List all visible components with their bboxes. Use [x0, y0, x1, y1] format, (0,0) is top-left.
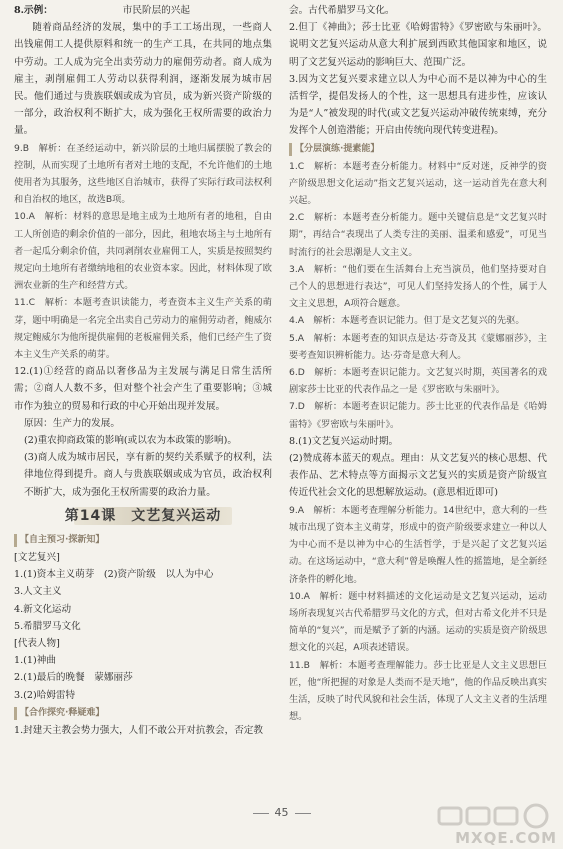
rep-answer-2: 2.(1)最后的晚餐 蒙娜丽莎 — [14, 672, 133, 684]
practice-answer-11: 11.B 解析：本题考查理解能力。莎士比亚是人文主义思想巨匠，他“所把握的对象是人类而不是天地”，他的作品反映出真实生活，反映了时代风貌和社会生活，体现了人文主义者的生活理想。 — [289, 659, 547, 723]
practice-answer-9: 9.A 解析：本题考查理解分析能力。14世纪中，意大利的一些城市出现了资本主义萌芽，形成中的资产阶级要求建立一种以人为中心而不是以神为中心的生活哲学，于是兴起了文艺复兴运动。在这场运动中，“意大利”曾是唤醒人性的摇篮地，是全新经济条件的孵化地。 — [289, 504, 547, 585]
explore-answer-3: 3.因为文艺复兴要求建立以人为中心而不是以神为中心的生活哲学，提倡发扬人的个性，这一思想具有进步性，应该认为是“人”被发现的时代(或文艺复兴运动冲破传统束缚，充分发挥个人创造潜能；开启由传统向现代转变进程)。 — [289, 73, 547, 137]
section-tag-practice: 【分层演练·提素能】 — [289, 143, 379, 156]
footer-dash-right — [295, 813, 311, 814]
right-column — [289, 2, 547, 725]
rep-answer-3: 3.(2)哈姆雷特 — [14, 689, 76, 701]
preview-answer-1: 1.(1)资本主义萌芽 (2)资产阶级 以人为中心 — [14, 569, 214, 581]
practice-answer-4: 4.A 解析：本题考查识记能力。但丁是文艺复兴的先驱。 — [289, 315, 525, 327]
lesson-title — [14, 505, 272, 527]
practice-answer-10: 10.A 解析：题中材料描述的文化运动是文艺复兴运动，运动场所表现复兴古代希腊罗马文化的方式，但对古希文化并不只是简单的“复兴”，而是赋予了新的内涵。运动的实质是资产阶级思想文化的兴起，A项表述错误。 — [289, 590, 547, 654]
q8-answer: 随着商品经济的发展，集中的手工工场出现，一些商人出钱雇佣工人提供原料和统一的生产工具，在共同的地点集中劳动。工人成为完全出卖劳动力的雇佣劳动者。商人成为雇主，剥削雇佣工人劳动以获得利润，逐渐发展为城市居民。他们通过与贵族联姻或成为官员，成为新兴资产阶级的一部分，政治权利不断扩大，成为强化王权所需要的政治力量。 — [14, 22, 272, 137]
preview-answer-4: 4.新文化运动 — [14, 603, 72, 615]
q12-part3: (3)商人成为城市居民，享有新的契约关系赋予的权利，法律地位得到提升。商人与贵族联姻或成为官员，政治权利不断扩大，成为强化王权所需要的政治力量。 — [24, 452, 272, 498]
left-column — [14, 2, 272, 739]
watermark-text: MXQE.COM — [455, 828, 557, 847]
practice-answer-8-1: 8.(1)文艺复兴运动时期。 — [289, 435, 399, 447]
section-tag-preview: 【自主预习·探新知】 — [14, 534, 104, 547]
explore-answer-2: 2.但丁《神曲》；莎士比亚《哈姆雷特》《罗密欧与朱丽叶》。说明文艺复兴运动从意大利扩展到西欧其他国家和地区，说明了文艺复兴运动的影响巨大、范围广泛。 — [289, 22, 547, 68]
q9-answer: 9.B 解析：在圣经运动中，新兴阶层的土地归属摆脱了教会的控制，从而实现了土地所有者对土地的支配，不允许他们的土地使用者为其服务，这些地区自治城市，获得了实际行政司法权利和自治权的地区，故选B项。 — [14, 142, 272, 206]
q12-reason: 原因：生产力的发展。 — [24, 417, 120, 429]
q8-head — [14, 2, 272, 19]
q12-part2: (2)重农抑商政策的影响(或以农为本政策的影响)。 — [24, 435, 237, 447]
practice-answer-5: 5.A 解析：本题考查的知识点是达·芬奇及其《蒙娜丽莎》，主要考查知识辨析能力。达·芬奇是意大利人。 — [289, 332, 547, 361]
practice-answer-6: 6.D 解析：本题考查识记能力。文艺复兴时期，英国著名的戏剧家莎士比亚的代表作品之一是《罗密欧与朱丽叶》。 — [289, 367, 547, 396]
watermark-logo-icon — [435, 803, 555, 829]
practice-answer-8-2: (2)赞成蒋本蓝天的观点。理由：从文艺复兴的核心思想、代表作品、艺术特点等方面揭示文艺复兴的实质是资产阶级宣传近代社会文化的思想解放运动。(意思相近即可) — [289, 453, 547, 499]
explore-answer-1-cont: 会。古代希腊罗马文化。 — [289, 5, 395, 16]
heading-renaissance: [文艺复兴] — [14, 551, 60, 563]
practice-answer-7: 7.D 解析：本题考查识记能力。莎士比亚的代表作品是《哈姆雷特》《罗密欧与朱丽叶》。 — [289, 401, 547, 430]
footer-dash-left — [253, 813, 269, 814]
practice-answer-2: 2.C 解析：本题考查分析能力。题中关键信息是“文艺复兴时期”，再结合“表现出了人类专注的美丽、温柔和感爱”，可见当时流行的社会思潮是人文主义。 — [289, 212, 547, 258]
page-number: 45 — [274, 806, 289, 819]
q12-part1: 12.(1)①经营的商品以奢侈品为主发展与满足日常生活所需；②商人人数不多，但对整个社会产生了重要影响；③城市作为独立的贸易和行政的中心开始出现并发展。 — [14, 366, 272, 412]
heading-representatives: [代表人物] — [14, 637, 60, 649]
preview-answer-5: 5.希腊罗马文化 — [14, 620, 81, 632]
q11-answer: 11.C 解析：本题考查识读能力，考查资本主义生产关系的萌芽，题中明确是一名完全出卖自己劳动力的雇佣劳动者，鲍威尔规定鲍威尔为他所提供雇佣的老板雇佣关系，他们已经产生了资本主义生产关系的萌芽。 — [14, 297, 272, 361]
q8-number: 8.示例： — [14, 5, 53, 16]
rep-answer-1: 1.(1)神曲 — [14, 655, 56, 667]
q10-answer: 10.A 解析：材料的意思是地主成为土地所有者的地租，自由工人所创造的剩余价值的一部分，因此，租地农场主与土地所有者一起瓜分剩余价值，共同剥削农业雇佣工人，实质是按照契约规定向土地所有者缴纳地租的农业资本家。因此，材料体现了欧洲农业新的生产和经营方式。 — [14, 211, 272, 292]
practice-answer-3: 3.A 解析：“他们要在生活舞台上充当演员，他们坚持要对自己个人的思想进行表达”，可见人们坚持发扬人的个性，属于人文主义思想，A项符合题意。 — [289, 263, 547, 310]
practice-answer-1: 1.C 解析：本题考查分析能力。材料中“反对迷，反神学的资产阶级思想文化运动”指文艺复兴运动，这一运动首先在意大利兴起。 — [289, 160, 547, 207]
lesson-title-text: 第14课 文艺复兴运动 — [64, 507, 222, 524]
section-tag-explore: 【合作探究·释疑难】 — [14, 707, 104, 720]
explore-answer-1: 1.封建天主教会势力强大，人们不敢公开对抗教会，否定教 — [14, 724, 263, 736]
q8-title: 市民阶层的兴起 — [122, 5, 190, 16]
preview-answer-3: 3.人文主义 — [14, 586, 62, 598]
